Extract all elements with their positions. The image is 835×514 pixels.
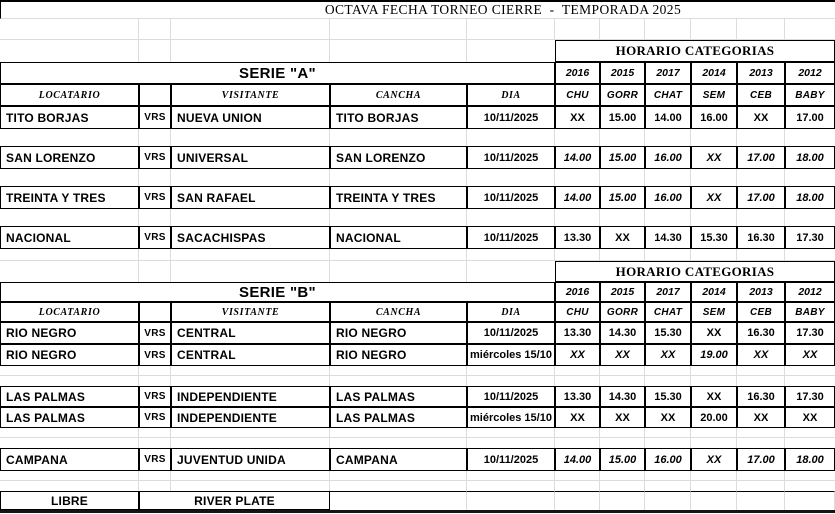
- category-column-header: SEM: [691, 84, 737, 106]
- time-cell: XX: [555, 106, 600, 129]
- year-column-header: 2012: [785, 282, 835, 302]
- visitante-cell: SACACHISPAS: [171, 226, 330, 249]
- locatario-cell: LAS PALMAS: [0, 407, 139, 428]
- time-cell: 18.00: [785, 186, 835, 209]
- category-column-header: CEB: [737, 84, 785, 106]
- time-cell: 16.30: [737, 322, 785, 344]
- locatario-cell: RIO NEGRO: [0, 344, 139, 366]
- locatario-cell: RIO NEGRO: [0, 322, 139, 344]
- cancha-cell: NACIONAL: [330, 226, 467, 249]
- time-cell: XX: [691, 386, 737, 407]
- time-cell: 17.00: [785, 106, 835, 129]
- spacer-row: [0, 249, 835, 261]
- time-cell: 15.30: [645, 322, 691, 344]
- locatario-cell: TITO BORJAS: [0, 106, 139, 129]
- vrs-label: VRS: [139, 322, 171, 344]
- time-cell: XX: [691, 146, 737, 169]
- visitante-cell: JUVENTUD UNIDA: [171, 448, 330, 471]
- footer-empty-cell: [467, 491, 555, 510]
- time-cell: 20.00: [691, 407, 737, 428]
- time-cell: XX: [737, 407, 785, 428]
- visitante-column-header: VISITANTE: [171, 302, 330, 322]
- document-title: OCTAVA FECHA TORNEO CIERRE - TEMPORADA 2025: [0, 0, 835, 19]
- locatario-cell: TREINTA Y TRES: [0, 186, 139, 209]
- time-cell: 15.30: [645, 386, 691, 407]
- spacer-row: [0, 471, 835, 481]
- time-cell: 17.30: [785, 322, 835, 344]
- time-cell: XX: [737, 344, 785, 366]
- time-cell: 15.00: [600, 186, 645, 209]
- category-column-header: CHU: [555, 302, 600, 322]
- dia-cell: 10/11/2025: [467, 106, 555, 129]
- dia-cell: miércoles 15/10: [467, 344, 555, 366]
- visitante-cell: CENTRAL: [171, 344, 330, 366]
- time-cell: 16.00: [645, 186, 691, 209]
- vrs-column-header: [139, 84, 171, 106]
- time-cell: XX: [645, 344, 691, 366]
- serie-b-title: SERIE "B": [0, 282, 555, 302]
- vrs-label: VRS: [139, 146, 171, 169]
- spacer-row: [0, 19, 835, 40]
- horario-categorias-header-a: HORARIO CATEGORIAS: [555, 40, 835, 62]
- footer-empty-cell: [645, 491, 691, 510]
- time-cell: 16.30: [737, 386, 785, 407]
- category-column-header: CHU: [555, 84, 600, 106]
- time-cell: XX: [555, 344, 600, 366]
- time-cell: XX: [691, 186, 737, 209]
- dia-column-header: DIA: [467, 302, 555, 322]
- time-cell: 17.00: [737, 448, 785, 471]
- footer-empty-cell: [600, 491, 645, 510]
- time-cell: 16.00: [645, 448, 691, 471]
- vrs-label: VRS: [139, 407, 171, 428]
- time-cell: 13.30: [555, 322, 600, 344]
- spacer-row: [0, 438, 835, 448]
- visitante-cell: INDEPENDIENTE: [171, 407, 330, 428]
- time-cell: XX: [600, 344, 645, 366]
- year-column-header: 2013: [737, 282, 785, 302]
- vrs-label: VRS: [139, 106, 171, 129]
- libre-cell: LIBRE: [0, 491, 139, 510]
- spacer-row: [0, 428, 835, 438]
- year-column-header: 2014: [691, 282, 737, 302]
- category-column-header: CHAT: [645, 302, 691, 322]
- year-column-header: 2012: [785, 62, 835, 84]
- time-cell: 14.30: [600, 386, 645, 407]
- locatario-column-header: LOCATARIO: [0, 84, 139, 106]
- vrs-label: VRS: [139, 448, 171, 471]
- cancha-cell: CAMPANA: [330, 448, 467, 471]
- time-cell: 15.00: [600, 448, 645, 471]
- spacer-row: [0, 481, 835, 491]
- cancha-cell: TITO BORJAS: [330, 106, 467, 129]
- year-column-header: 2017: [645, 282, 691, 302]
- time-cell: 17.00: [737, 186, 785, 209]
- time-cell: 14.00: [555, 186, 600, 209]
- year-column-header: 2013: [737, 62, 785, 84]
- time-cell: XX: [691, 448, 737, 471]
- dia-column-header: DIA: [467, 84, 555, 106]
- spacer-row: [0, 376, 835, 386]
- vrs-label: VRS: [139, 386, 171, 407]
- category-column-header: BABY: [785, 84, 835, 106]
- dia-cell: 10/11/2025: [467, 448, 555, 471]
- vrs-label: VRS: [139, 186, 171, 209]
- time-cell: 16.30: [737, 226, 785, 249]
- category-column-header: BABY: [785, 302, 835, 322]
- dia-cell: miércoles 15/10: [467, 407, 555, 428]
- cancha-cell: LAS PALMAS: [330, 386, 467, 407]
- time-cell: XX: [555, 407, 600, 428]
- category-column-header: GORR: [600, 302, 645, 322]
- category-column-header: CHAT: [645, 84, 691, 106]
- time-cell: XX: [785, 344, 835, 366]
- time-cell: 16.00: [691, 106, 737, 129]
- time-cell: XX: [600, 226, 645, 249]
- category-column-header: CEB: [737, 302, 785, 322]
- year-column-header: 2015: [600, 282, 645, 302]
- time-cell: 18.00: [785, 448, 835, 471]
- category-column-header: GORR: [600, 84, 645, 106]
- spacer-row: [0, 366, 835, 376]
- time-cell: 15.00: [600, 106, 645, 129]
- spacer-row: [0, 129, 835, 146]
- footer-empty-cell: [785, 491, 835, 510]
- time-cell: 14.30: [600, 322, 645, 344]
- footer-empty-cell: [737, 491, 785, 510]
- cancha-column-header: CANCHA: [330, 302, 467, 322]
- time-cell: 15.00: [600, 146, 645, 169]
- time-cell: XX: [785, 407, 835, 428]
- visitante-column-header: VISITANTE: [171, 84, 330, 106]
- year-column-header: 2016: [555, 282, 600, 302]
- free-team-cell: RIVER PLATE: [139, 491, 330, 510]
- time-cell: 15.30: [691, 226, 737, 249]
- dia-cell: 10/11/2025: [467, 146, 555, 169]
- locatario-column-header: LOCATARIO: [0, 302, 139, 322]
- time-cell: 18.00: [785, 146, 835, 169]
- spacer-cells: [0, 261, 555, 282]
- visitante-cell: NUEVA UNION: [171, 106, 330, 129]
- visitante-cell: INDEPENDIENTE: [171, 386, 330, 407]
- dia-cell: 10/11/2025: [467, 186, 555, 209]
- spacer-cells: [0, 40, 555, 62]
- time-cell: 14.00: [555, 448, 600, 471]
- cancha-cell: LAS PALMAS: [330, 407, 467, 428]
- visitante-cell: CENTRAL: [171, 322, 330, 344]
- footer-empty-cell: [555, 491, 600, 510]
- time-cell: 14.00: [555, 146, 600, 169]
- cancha-cell: RIO NEGRO: [330, 322, 467, 344]
- cancha-cell: TREINTA Y TRES: [330, 186, 467, 209]
- time-cell: 16.00: [645, 146, 691, 169]
- time-cell: XX: [600, 407, 645, 428]
- cancha-column-header: CANCHA: [330, 84, 467, 106]
- visitante-cell: SAN RAFAEL: [171, 186, 330, 209]
- year-column-header: 2014: [691, 62, 737, 84]
- time-cell: XX: [645, 407, 691, 428]
- time-cell: 13.30: [555, 226, 600, 249]
- locatario-cell: CAMPANA: [0, 448, 139, 471]
- year-column-header: 2016: [555, 62, 600, 84]
- year-column-header: 2017: [645, 62, 691, 84]
- dia-cell: 10/11/2025: [467, 386, 555, 407]
- year-column-header: 2015: [600, 62, 645, 84]
- time-cell: XX: [737, 106, 785, 129]
- serie-a-title: SERIE "A": [0, 62, 555, 84]
- time-cell: 14.00: [645, 106, 691, 129]
- visitante-cell: UNIVERSAL: [171, 146, 330, 169]
- cancha-cell: RIO NEGRO: [330, 344, 467, 366]
- spacer-row: [0, 209, 835, 226]
- horario-categorias-header-b: HORARIO CATEGORIAS: [555, 261, 835, 282]
- vrs-label: VRS: [139, 344, 171, 366]
- vrs-column-header: [139, 302, 171, 322]
- vrs-label: VRS: [139, 226, 171, 249]
- locatario-cell: LAS PALMAS: [0, 386, 139, 407]
- dia-cell: 10/11/2025: [467, 226, 555, 249]
- time-cell: 17.00: [737, 146, 785, 169]
- time-cell: 17.30: [785, 386, 835, 407]
- locatario-cell: NACIONAL: [0, 226, 139, 249]
- time-cell: 17.30: [785, 226, 835, 249]
- footer-empty-cell: [691, 491, 737, 510]
- time-cell: 19.00: [691, 344, 737, 366]
- dia-cell: 10/11/2025: [467, 322, 555, 344]
- locatario-cell: SAN LORENZO: [0, 146, 139, 169]
- footer-empty-cell: [330, 491, 467, 510]
- category-column-header: SEM: [691, 302, 737, 322]
- time-cell: 14.30: [645, 226, 691, 249]
- spacer-row: [0, 169, 835, 186]
- time-cell: XX: [691, 322, 737, 344]
- cancha-cell: SAN LORENZO: [330, 146, 467, 169]
- time-cell: 13.30: [555, 386, 600, 407]
